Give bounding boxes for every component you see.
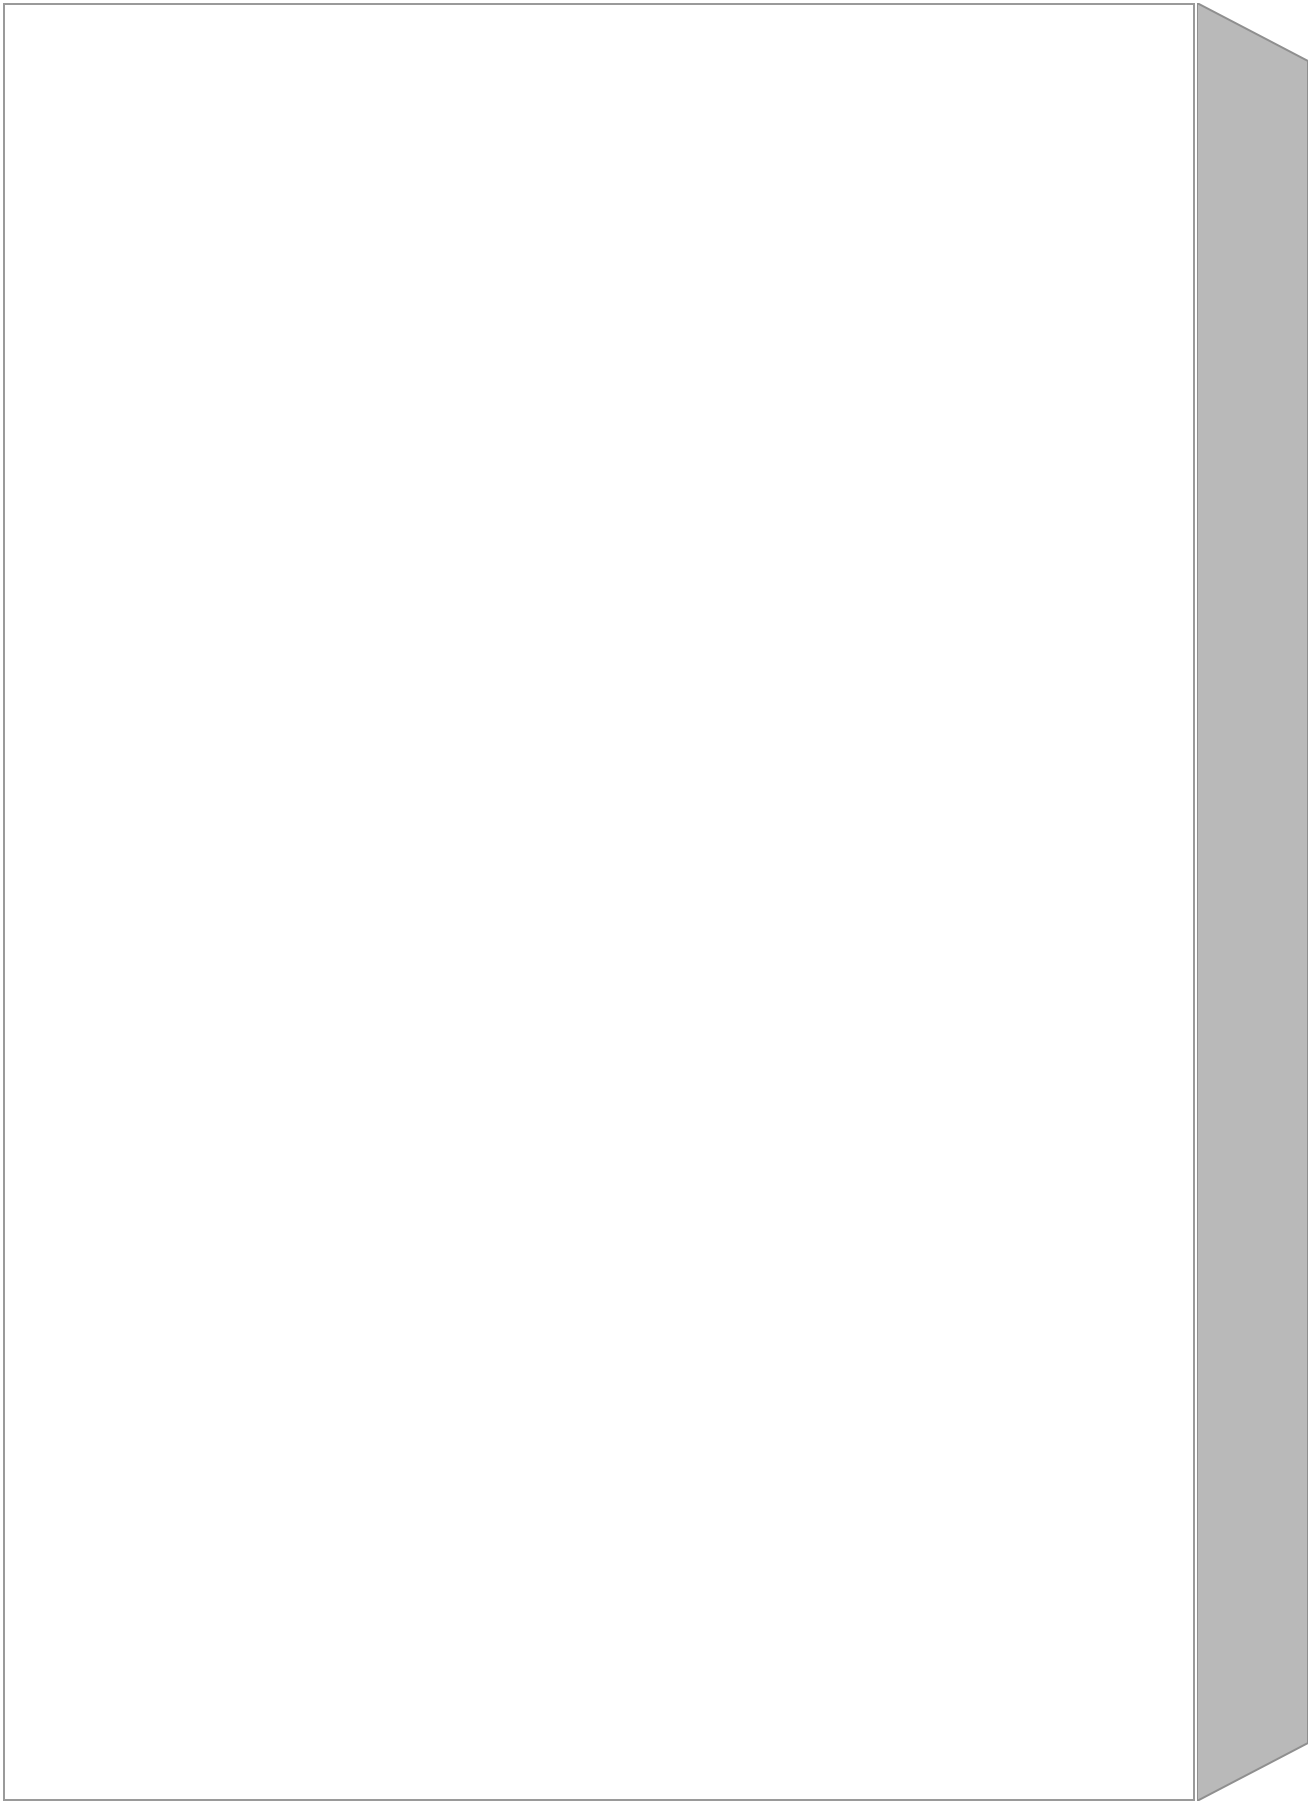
book-page [3, 3, 1195, 1801]
page-edge-shadow [1197, 3, 1308, 1801]
